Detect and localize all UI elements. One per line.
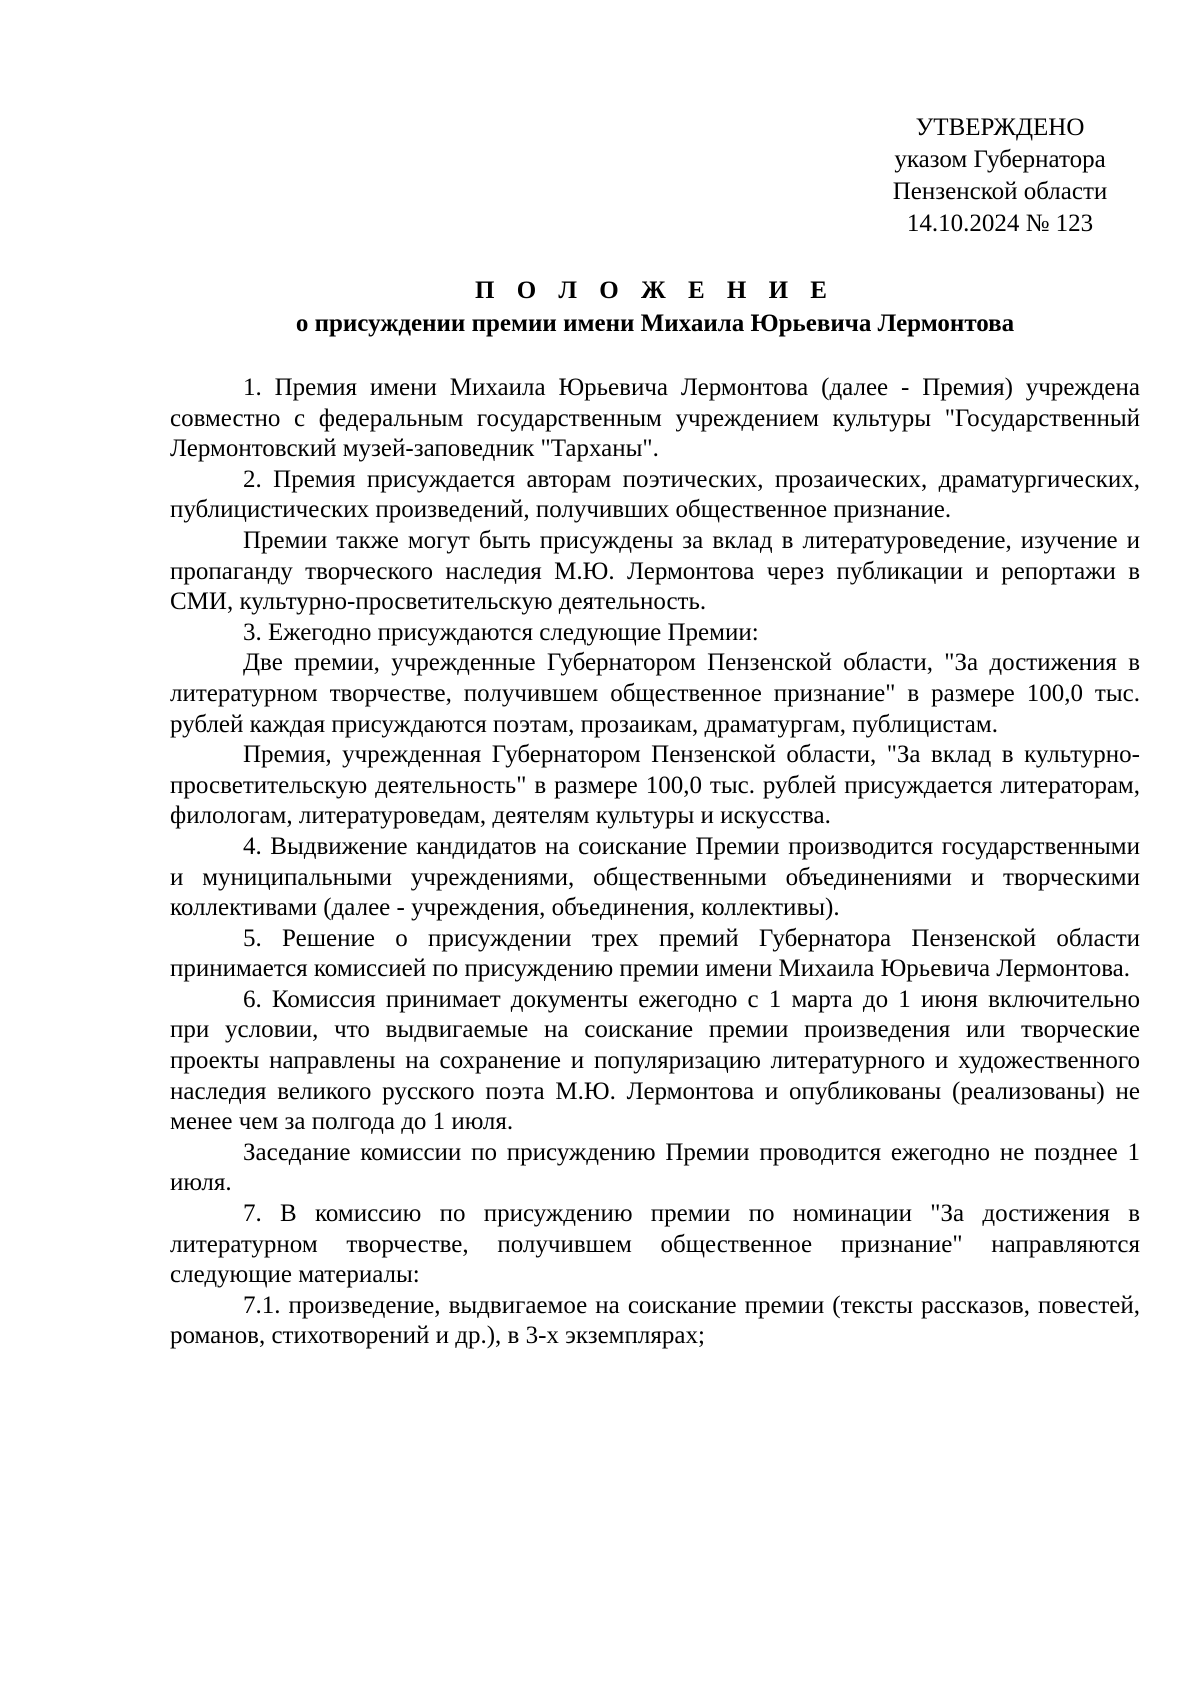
title-subheading: о присуждении премии имени Михаила Юрьевича Лермонтова xyxy=(295,310,1015,337)
approval-line-2: указом Губернатора xyxy=(894,146,1106,173)
paragraph-2: 2. Премия присуждается авторам поэтических, прозаических, драматургических, публицистических произведений, получивших общественное признание. xyxy=(170,465,1140,524)
approval-line-4: 14.10.2024 № 123 xyxy=(906,210,1094,237)
document-title xyxy=(170,274,1140,340)
paragraph-7: 4. Выдвижение кандидатов на соискание Премии производится государственными и муниципальными учреждениями, общественными объединениями и творческими коллективами (далее - учреждения, объединения, коллективы). xyxy=(170,832,1140,922)
paragraph-11: 7. В комиссию по присуждению премии по номинации "За достижения в литературном творчестве, получившем общественное признание" направляются следующие материалы: xyxy=(170,1200,1140,1289)
paragraph-12: 7.1. произведение, выдвигаемое на соискание премии (тексты рассказов, повестей, романов, стихотворений и др.), в 3-х экземплярах; xyxy=(170,1291,1140,1350)
paragraph-3: Премии также могут быть присуждены за вклад в литературоведение, изучение и пропаганду творческого наследия М.Ю. Лермонтова через публикации и репортажи в СМИ, культурно-просветительскую деятельность. xyxy=(170,526,1140,616)
paragraph-4: 3. Ежегодно присуждаются следующие Премии: xyxy=(243,618,759,646)
paragraph-10: Заседание комиссии по присуждению Премии проводится ежегодно не позднее 1 июля. xyxy=(170,1138,1140,1197)
paragraph-6: Премия, учрежденная Губернатором Пензенской области, "За вклад в культурно-просветительскую деятельность" в размере 100,0 тыс. рублей присуждается литераторам, филологам, литературоведам, деятелям культуры и искусства. xyxy=(170,741,1140,830)
paragraph-8: 5. Решение о присуждении трех премий Губернатора Пензенской области принимается комиссией по присуждению премии имени Михаила Юрьевича Лермонтова. xyxy=(170,924,1140,983)
approval-line-1: УТВЕРЖДЕНО xyxy=(915,114,1085,141)
approval-line-3: Пензенской области xyxy=(892,178,1108,205)
document-body xyxy=(170,373,1140,1352)
title-heading: П О Л О Ж Е Н И Е xyxy=(475,277,835,304)
paragraph-5: Две премии, учрежденные Губернатором Пензенской области, "За достижения в литературном творчестве, получившем общественное признание" в размере 100,0 тыс. рублей каждая присуждаются поэтам, прозаикам, драматургам, публицистам. xyxy=(170,649,1140,738)
paragraph-1: 1. Премия имени Михаила Юрьевича Лермонтова (далее - Премия) учреждена совместно с федеральным государственным учреждением культуры "Государственный Лермонтовский музей-заповедник "Тарханы". xyxy=(170,374,1140,463)
approval-stamp xyxy=(860,112,1140,240)
paragraph-9: 6. Комиссия принимает документы ежегодно с 1 марта до 1 июня включительно при условии, что выдвигаемые на соискание премии произведения или творческие проекты направлены на сохранение и популяризацию литературного и художественного наследия великого русского поэта М.Ю. Лермонтова и опубликованы (реализованы) не менее чем за полгода до 1 июля. xyxy=(170,985,1140,1136)
